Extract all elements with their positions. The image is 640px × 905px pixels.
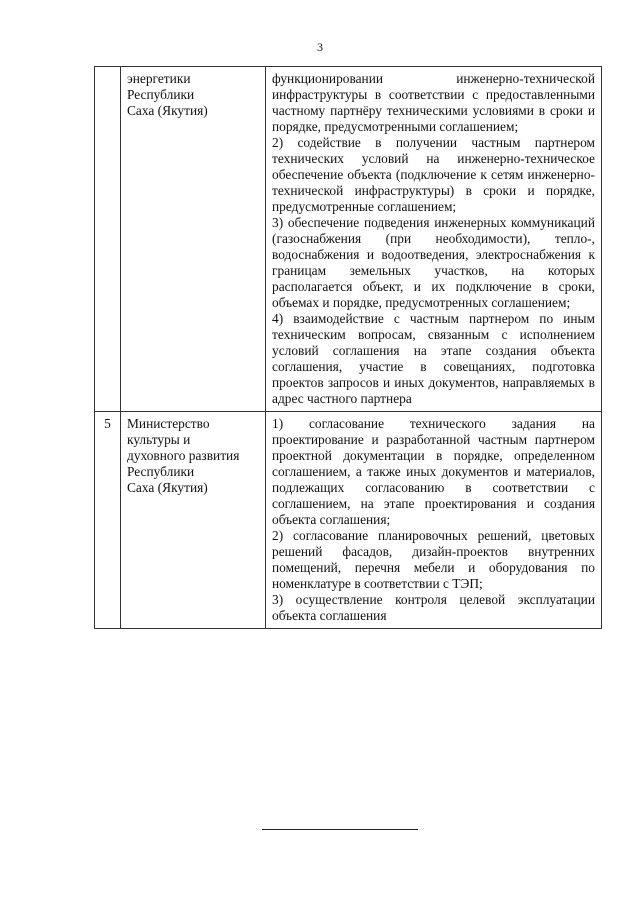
organization-cell (121, 67, 266, 412)
row-number-cell (95, 67, 121, 412)
function-item: 2) согласование планировочных решений, цветовых решений фасадов, дизайн-проектов внутренних помещений, перечня мебели и оборудования по номенклатуре в соответствии с ТЭП; (272, 528, 595, 591)
functions-cell (266, 412, 602, 629)
function-item: 3) обеспечение подведения инженерных коммуникаций (газоснабжения (при необходимости), тепло-, водоснабжения и водоотведения, электроснабжения к границам земельных участков, на которых располагается объект, и их подключение в сроки, объемах и порядке, предусмотренных соглашением; (272, 215, 595, 310)
footnote-divider (262, 829, 418, 830)
page-number: 3 (317, 40, 323, 54)
organization-name-line: Республики (127, 464, 195, 479)
responsibility-table (94, 66, 602, 629)
organization-name-line: Министерство (127, 416, 210, 431)
function-item: функционировании инженерно-технической инфраструктуры в соответствии с предоставленными частному партнёру техническими условиями в сроки и порядке, предусмотренными соглашением; (272, 71, 595, 134)
organization-name-line: культуры и (127, 432, 191, 447)
organization-name-line: энергетики (127, 71, 191, 86)
organization-name-line: Республики (127, 87, 195, 102)
function-item: 1) согласование технического задания на проектирование и разработанной частным партнером проектной документации в порядке, определенном соглашением, а также иных документов и материалов, подлежащих согласованию в соответствии с соглашением, на этапе проектирования и создания объекта соглашения; (272, 416, 595, 527)
function-item: 3) осуществление контроля целевой эксплуатации объекта соглашения (272, 592, 595, 623)
function-item: 2) содействие в получении частным партнером технических условий на инженерно-техническое обеспечение объекта (подключение к сетям инженерно-технической инфраструктуры) в сроки и порядке, предусмотренные соглашением; (272, 135, 595, 214)
functions-cell (266, 67, 602, 412)
organization-name-line: Саха (Якутия) (127, 103, 208, 118)
row-number-cell: 5 (95, 412, 121, 629)
table-row (95, 412, 602, 629)
function-item: 4) взаимодействие с частным партнером по иным техническим вопросам, связанным с исполнением условий соглашения на этапе создания объекта соглашения, участие в совещаниях, подготовка проектов запросов и иных документов, направляемых в адрес частного партнера (272, 311, 595, 406)
table-row (95, 67, 602, 412)
organization-name-line: Саха (Якутия) (127, 480, 208, 495)
organization-cell (121, 412, 266, 629)
organization-name-line: духовного развития (127, 448, 240, 463)
